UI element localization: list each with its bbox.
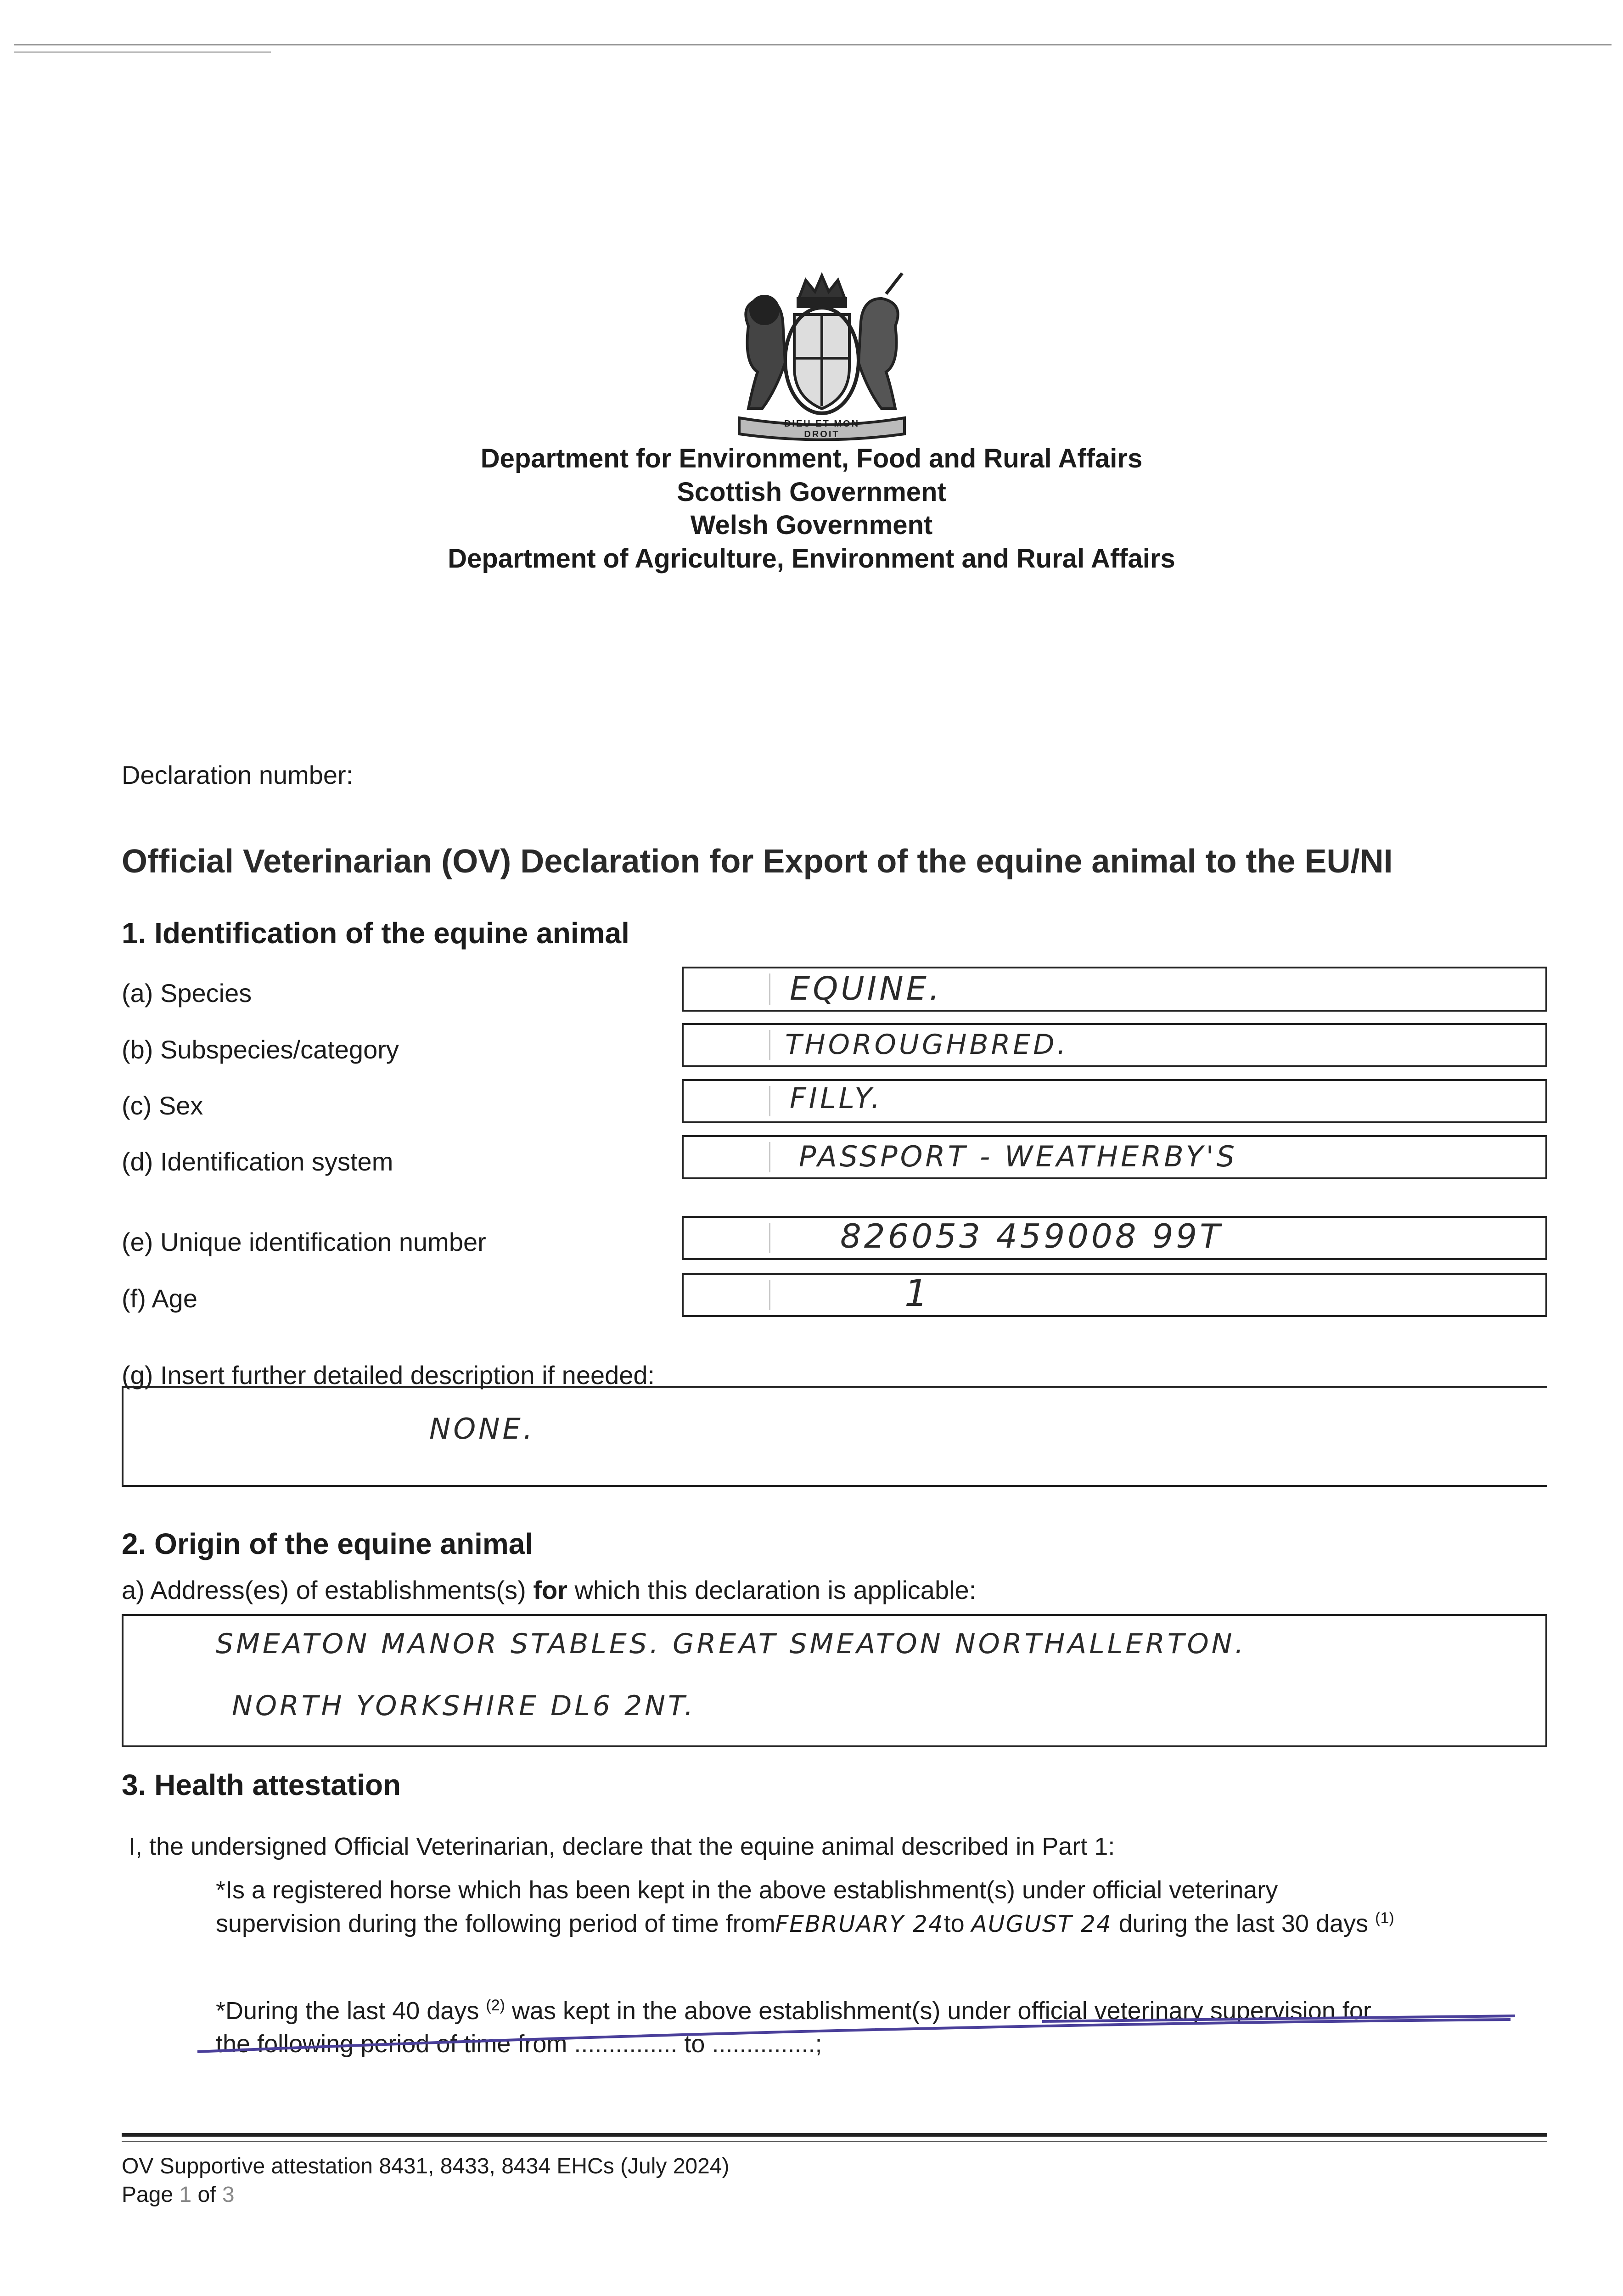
document-title: Official Veterinarian (OV) Declaration for Export of the equine animal to the EU/NI <box>122 843 1393 880</box>
pen-strikethrough <box>197 1998 1520 2071</box>
clause-1-text: supervision during the following period of time from <box>216 1910 775 1937</box>
footer-attestation-ref: OV Supportive attestation 8431, 8433, 8434 EHCs (July 2024) <box>122 2154 730 2178</box>
page-label: Page <box>122 2183 174 2207</box>
clause-2-text-end: was kept in the above establishment(s) under official veterinary supervision for <box>505 1997 1371 2025</box>
footnote-1-marker: (1) <box>1375 1909 1394 1927</box>
age-value: 1 <box>904 1272 931 1315</box>
species-value: EQUINE. <box>790 970 943 1007</box>
unique-id-value: 826053 459008 99T <box>840 1217 1223 1255</box>
field-tick <box>769 974 770 1005</box>
clause-2-text: *During the last 40 days <box>216 1997 486 2025</box>
page-current: 1 <box>179 2183 192 2207</box>
scan-edge-line <box>14 51 271 53</box>
field-tick <box>769 1280 770 1310</box>
address-line-1: SMEATON MANOR STABLES. GREAT SMEATON NORTHALLERTON. <box>216 1628 1247 1660</box>
header-department-daera: Department of Agriculture, Environment and Rural Affairs <box>448 544 1175 574</box>
footer-page-number <box>122 2182 235 2207</box>
health-attestation-intro: I, the undersigned Official Veterinarian, declare that the equine animal described in Part 1: <box>129 1833 1115 1860</box>
field-tick <box>769 1142 770 1172</box>
age-field <box>682 1273 1547 1317</box>
subspecies-label: (b) Subspecies/category <box>122 1035 399 1064</box>
footer-rule <box>122 2133 1547 2137</box>
royal-coat-of-arms-icon <box>721 271 923 441</box>
declaration-number-label: Declaration number: <box>122 760 354 789</box>
further-description-field <box>122 1386 1547 1487</box>
address-label-bold: for <box>533 1576 567 1604</box>
identification-system-value: PASSPORT - WEATHERBY'S <box>799 1140 1237 1173</box>
header-department-welsh-gov: Welsh Government <box>690 510 933 540</box>
address-label <box>122 1575 976 1605</box>
clause-1-line-2 <box>216 1909 1394 1938</box>
header-department-scottish-gov: Scottish Government <box>677 477 946 507</box>
footnote-2-marker: (2) <box>486 1997 505 2014</box>
field-tick <box>769 1030 770 1060</box>
clause-1-text-end: during the last 30 days <box>1112 1910 1368 1937</box>
field-tick <box>769 1223 770 1253</box>
sex-value: FILLY. <box>790 1081 883 1115</box>
further-description-label: (g) Insert further detailed description if needed: <box>122 1361 655 1390</box>
clause-2-line-2: the following period of time from ............... to ...............; <box>216 2030 822 2058</box>
clause-1-line-1: *Is a registered horse which has been kept in the above establishment(s) under official veterinary <box>216 1876 1278 1904</box>
footer-rule-thin <box>122 2141 1547 2142</box>
section-2-heading: 2. Origin of the equine animal <box>122 1527 534 1560</box>
field-tick <box>769 1086 770 1116</box>
clause-1-to-date: AUGUST 24 <box>971 1911 1112 1937</box>
crest-motto: DIEU ET MON DROIT <box>784 419 860 439</box>
section-1-heading: 1. Identification of the equine animal <box>122 917 629 950</box>
section-3-heading: 3. Health attestation <box>122 1768 401 1801</box>
page-total: 3 <box>222 2183 235 2207</box>
clause-1-from-date: FEBRUARY 24 <box>775 1911 944 1937</box>
identification-system-label: (d) Identification system <box>122 1147 393 1176</box>
page-of: of <box>197 2183 216 2207</box>
address-label-text-end: which this declaration is applicable: <box>567 1576 977 1604</box>
sex-label: (c) Sex <box>122 1091 203 1120</box>
header-department-defra: Department for Environment, Food and Rural Affairs <box>480 444 1143 473</box>
further-description-value: NONE. <box>429 1412 535 1446</box>
age-label: (f) Age <box>122 1284 197 1313</box>
scan-edge-line <box>14 44 1612 45</box>
species-label: (a) Species <box>122 979 252 1007</box>
subspecies-value: THOROUGHBRED. <box>785 1029 1069 1061</box>
address-line-2: NORTH YORKSHIRE DL6 2NT. <box>232 1690 696 1722</box>
clause-1-to-word: to <box>943 1910 965 1937</box>
address-label-text: a) Address(es) of establishments(s) <box>122 1576 534 1604</box>
unique-id-label: (e) Unique identification number <box>122 1227 486 1256</box>
